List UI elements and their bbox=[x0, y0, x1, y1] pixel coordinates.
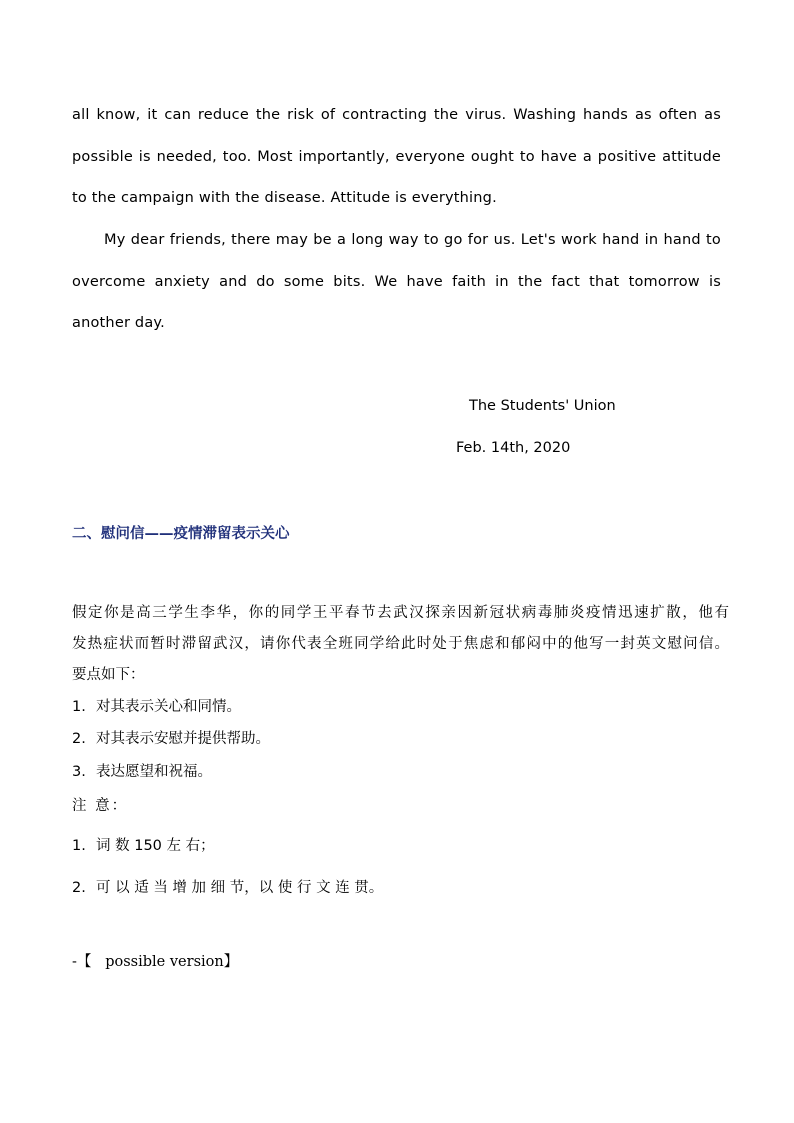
letter-line-4: My dear friends, there may be a long way to go for us. Let's work hand in hand to bbox=[104, 232, 721, 248]
prompt-line-2: 发热症状而暂时滞留武汉，请你代表全班同学给此时处于焦虑和郁闷中的他写一封英文慰问信。 bbox=[72, 636, 729, 652]
note-item-number: 1. bbox=[72, 838, 86, 854]
list-item-number: 1. bbox=[72, 699, 86, 715]
possible-version-label: -【 possible version】 bbox=[72, 954, 239, 970]
list-item-text: 表达愿望和祝福。 bbox=[96, 764, 212, 780]
note-item-text: 可 以 适 当 增 加 细 节，以 使 行 文 连 贯。 bbox=[96, 880, 384, 896]
letter-line-6: another day. bbox=[72, 315, 165, 331]
signature: The Students' Union bbox=[469, 398, 616, 414]
list-item bbox=[72, 760, 212, 781]
list-item-number: 3. bbox=[72, 764, 86, 780]
list-item-text: 对其表示关心和同情。 bbox=[96, 699, 241, 715]
prompt-line-1: 假定你是高三学生李华，你的同学王平春节去武汉探亲因新冠状病毒肺炎疫情迅速扩散，他有 bbox=[72, 605, 729, 621]
note-item bbox=[72, 834, 215, 855]
note-item-number: 2. bbox=[72, 880, 86, 896]
letter-line-3: to the campaign with the disease. Attitude is everything. bbox=[72, 190, 497, 206]
section-heading: 二、慰问信——疫情滞留表示关心 bbox=[72, 526, 290, 542]
list-item bbox=[72, 727, 270, 748]
note-item bbox=[72, 876, 383, 897]
letter-line-2: possible is needed, too. Most importantly, everyone ought to have a positive attitude bbox=[72, 149, 721, 165]
list-item-text: 对其表示安慰并提供帮助。 bbox=[96, 731, 270, 747]
letter-line-5: overcome anxiety and do some bits. We have faith in the fact that tomorrow is bbox=[72, 274, 721, 290]
list-item-number: 2. bbox=[72, 731, 86, 747]
prompt-line-3: 要点如下： bbox=[72, 667, 145, 683]
list-item bbox=[72, 695, 241, 716]
note-item-text: 词 数 150 左 右； bbox=[96, 838, 215, 854]
letter-date: Feb. 14th, 2020 bbox=[456, 440, 571, 456]
letter-line-1: all know, it can reduce the risk of contracting the virus. Washing hands as often as bbox=[72, 107, 721, 123]
notes-label: 注 意： bbox=[72, 798, 129, 814]
